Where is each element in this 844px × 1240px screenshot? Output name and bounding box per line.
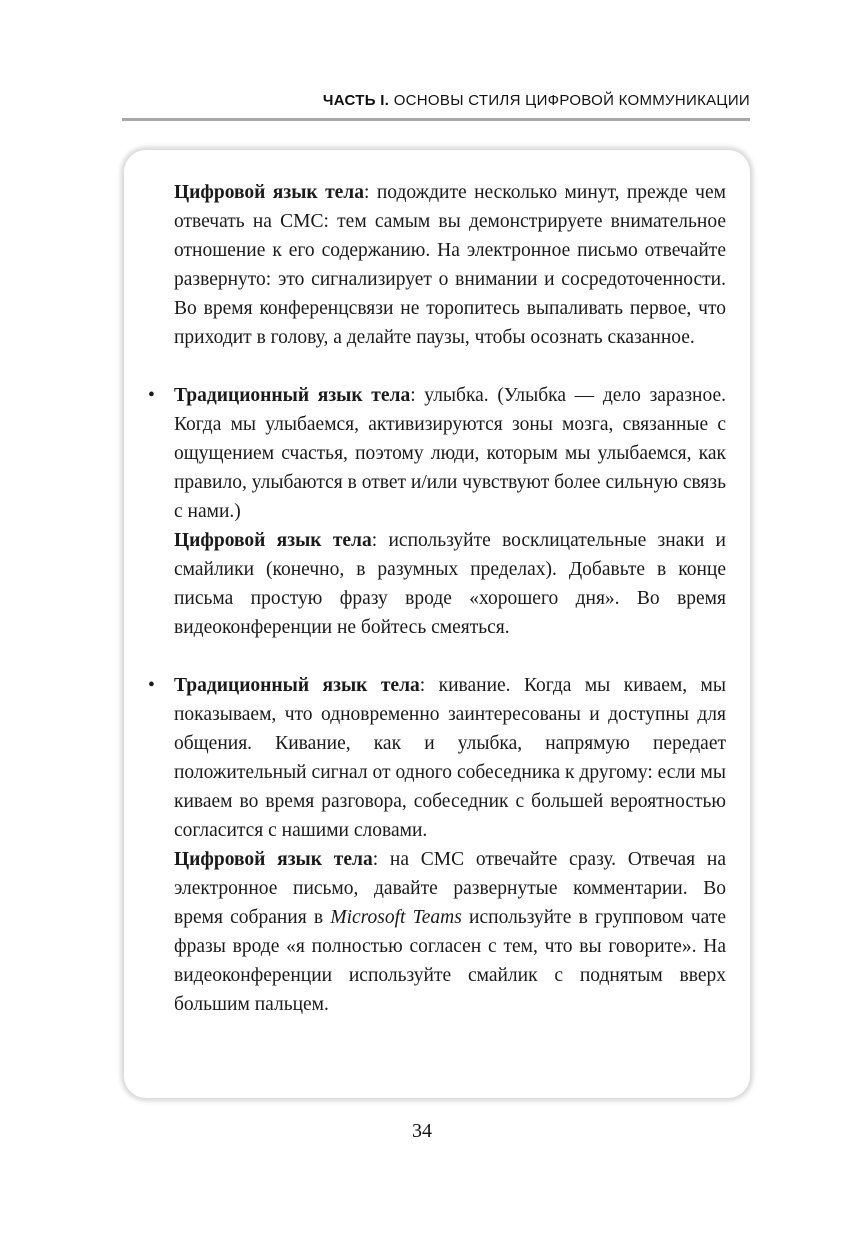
- digital-paragraph: [174, 526, 726, 642]
- traditional-label: Традиционный язык тела: [174, 385, 411, 406]
- paragraph-gap: [174, 352, 726, 381]
- traditional-text: : кивание. Когда мы киваем, мы показываем, что одновременно заинтересованы и доступны для общения. Кивание, как и улыбка, напрямую передает положительный сигнал от одного собеседника к другому: если мы киваем во время разговора, собеседник с большей вероятностью согласится с нашими словами.: [174, 675, 726, 841]
- digital-paragraph: [174, 845, 726, 1019]
- traditional-label: Традиционный язык тела: [174, 675, 420, 696]
- card-text: [148, 178, 726, 1019]
- running-header-title: ОСНОВЫ СТИЛЯ ЦИФРОВОЙ КОММУНИКАЦИИ: [393, 92, 750, 109]
- digital-text-before: : на СМС отвечайте сразу. Отвечая на электронное письмо, давайте развернутые комментарии. Во время собрания в: [174, 849, 726, 928]
- digital-label: Цифровой язык тела: [174, 530, 372, 551]
- bullet-icon: •: [148, 675, 155, 696]
- paragraph-gap: [174, 642, 726, 671]
- running-header: [122, 92, 750, 109]
- digital-text-italic: Microsoft Teams: [330, 907, 462, 928]
- digital-text: : используйте восклицательные знаки и смайлики (конечно, в разумных пределах). Добавьте в конце письма простую фразу вроде «хорошего дня». Во время видеоконференции не бойтесь смеяться.: [174, 530, 726, 638]
- running-header-part: ЧАСТЬ I.: [322, 92, 390, 109]
- header-rule: [122, 118, 750, 121]
- bullet-icon: •: [148, 385, 155, 406]
- intro-digital-text: : подождите несколько минут, прежде чем отвечать на СМС: тем самым вы демонстрируете внимательное отношение к его содержанию. На электронное письмо отвечайте развернуто: это сигнализирует о внимании и сосредоточенности. Во время конференцсвязи не торопитесь выпаливать первое, что приходит в голову, а делайте паузы, чтобы осознать сказанное.: [174, 182, 726, 348]
- digital-label: Цифровой язык тела: [174, 849, 373, 870]
- page-number: 34: [412, 1120, 432, 1142]
- intro-digital-label: Цифровой язык тела: [174, 182, 364, 203]
- bullet-item-smile: [148, 381, 726, 642]
- digital-text-after: используйте в групповом чате фразы вроде «я полностью согласен с тем, что вы говорите». На видеоконференции используйте смайлик с поднятым вверх большим пальцем.: [174, 907, 726, 1015]
- traditional-paragraph: [174, 381, 726, 526]
- bullet-item-nod: [148, 671, 726, 1019]
- intro-paragraph: [174, 178, 726, 352]
- traditional-paragraph: [174, 671, 726, 845]
- traditional-text: : улыбка. (Улыбка — дело заразное. Когда мы улыбаемся, активизируются зоны мозга, связанные с ощущением счастья, поэтому люди, которым мы улыбаемся, как правило, улыбаются в ответ и/или чувствуют более сильную связь с нами.): [174, 385, 726, 522]
